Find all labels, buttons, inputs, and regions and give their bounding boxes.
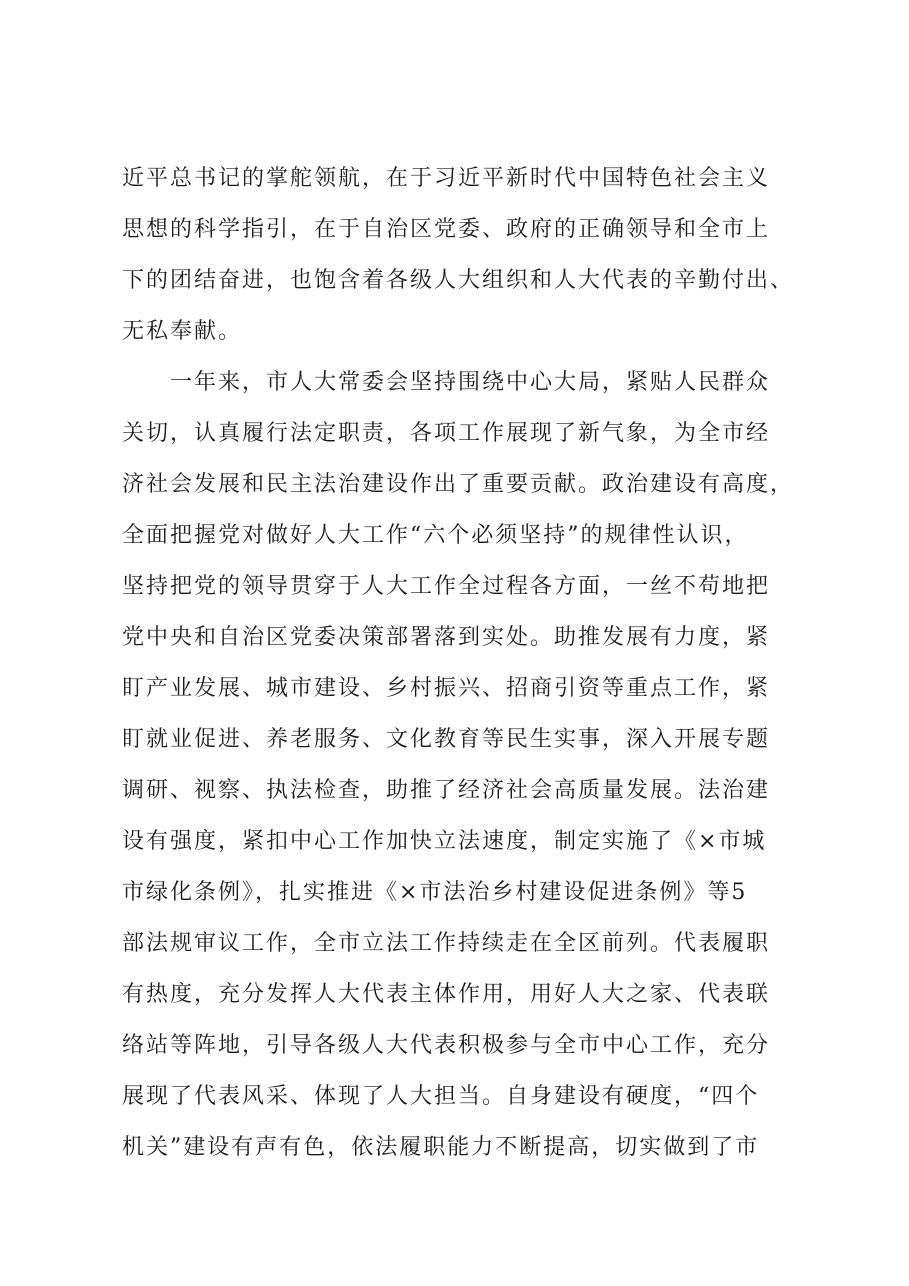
paragraph-1-line-4: 无私奉献。: [122, 319, 243, 344]
paragraph-2-line-13: 有热度，充分发挥人大代表主体作用，用好人大之家、代表联: [122, 982, 771, 1007]
paragraph-2-line-6: 党中央和自治区党委决策部署落到实处。助推发展有力度，紧: [122, 625, 771, 650]
paragraph-2-line-3: 济社会发展和民主法治建设作出了重要贡献。政治建设有高度，: [122, 472, 795, 497]
paragraph-2-line-1: 一年来，市人大常委会坚持围绕中心大局，紧贴人民群众: [170, 370, 771, 395]
paragraph-2-line-15: 展现了代表风采、体现了人大担当。自身建设有硬度，“四个: [122, 1084, 760, 1109]
paragraph-1-line-3: 下的团结奋进，也饱含着各级人大组织和人大代表的辛勤付出、: [122, 268, 795, 293]
paragraph-2-line-5: 坚持把党的领导贯穿于人大工作全过程各方面，一丝不苟地把: [122, 574, 771, 599]
paragraph-2-line-4: 全面把握党对做好人大工作“六个必须坚持”的规律性认识，: [122, 523, 749, 548]
paragraph-2-line-12: 部法规审议工作，全市立法工作持续走在全区前列。代表履职: [122, 931, 771, 956]
paragraph-2-line-2: 关切，认真履行法定职责，各项工作展现了新气象，为全市经: [122, 421, 771, 446]
paragraph-2-line-10: 设有强度，紧扣中心工作加快立法速度，制定实施了《×市城: [122, 829, 767, 854]
paragraph-2-line-11: 市绿化条例》，扎实推进《×市法治乡村建设促进条例》等5: [122, 880, 748, 905]
paragraph-2-line-16: 机关”建设有声有色，依法履职能力不断提高，切实做到了市: [122, 1135, 760, 1160]
paragraph-2-line-14: 络站等阵地，引导各级人大代表积极参与全市中心工作，充分: [122, 1033, 771, 1058]
paragraph-2-line-7: 盯产业发展、城市建设、乡村振兴、招商引资等重点工作，紧: [122, 676, 771, 701]
paragraph-2-line-9: 调研、视察、执法检查，助推了经济社会高质量发展。法治建: [122, 778, 771, 803]
paragraph-2-line-8: 盯就业促进、养老服务、文化教育等民生实事，深入开展专题: [122, 727, 771, 752]
paragraph-1-line-1: 近平总书记的掌舵领航，在于习近平新时代中国特色社会主义: [122, 166, 771, 191]
paragraph-1-line-2: 思想的科学指引，在于自治区党委、政府的正确领导和全市上: [122, 217, 771, 242]
